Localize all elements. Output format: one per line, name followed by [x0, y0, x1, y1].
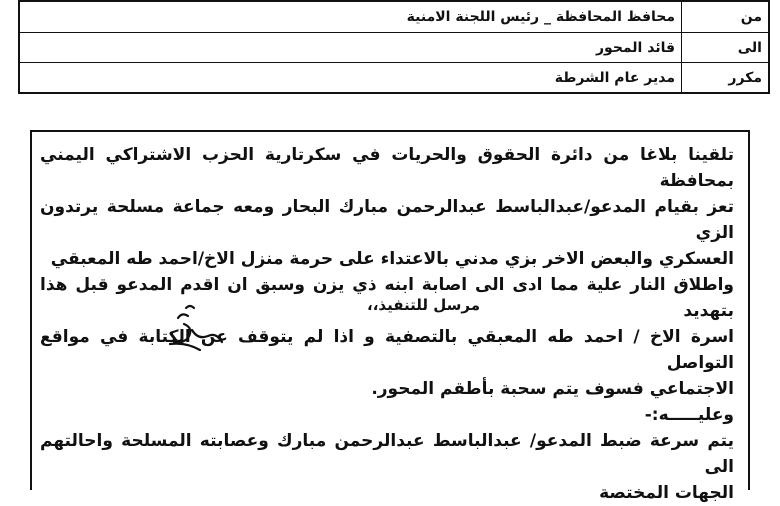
to-value: قائد المحور: [19, 33, 682, 63]
routing-row-to: [19, 33, 769, 63]
body-line: الاجتماعي فسوف يتم سحبة بأطقم المحور.: [371, 379, 734, 399]
signature-mark: [140, 300, 260, 360]
routing-table: [18, 0, 770, 94]
decision-line: يتم سرعة ضبط المدعو/ عبدالباسط عبدالرحمن مبارك وعصابته المسلحة واحالتهم الى: [40, 431, 734, 477]
decision-line: الجهات المختصة: [599, 483, 734, 503]
routing-row-cc: [19, 63, 769, 94]
body-line: تلقينا بلاغا من دائرة الحقوق والحريات في سكرتارية الحزب الاشتراكي اليمني بمحافظة: [40, 145, 734, 191]
body-line: اسرة الاخ / احمد طه المعبقي بالتصفية و اذا لم يتوقف عن الكتابة في مواقع التواصل: [40, 327, 734, 373]
to-label: الى: [682, 33, 770, 63]
body-line: تعز بقيام المدعو/عبدالباسط عبدالرحمن مبارك البحار ومعه جماعة مسلحة يرتدون الزي: [40, 197, 734, 243]
body-line: واطلاق النار علية مما ادى الى اصابة ابنه ذي يزن وسبق ان اقدم المدعو قبل هذا بتهديد: [40, 275, 734, 321]
from-label: من: [682, 1, 770, 33]
cc-value: مدير عام الشرطة: [19, 63, 682, 94]
accordingly-heading: وعليـــــه:-: [644, 405, 734, 425]
from-value: محافظ المحافظة _ رئيس اللجنة الامنية: [19, 1, 682, 33]
routing-row-from: [19, 1, 769, 33]
body-line: العسكري والبعض الاخر بزي مدني بالاعتداء على حرمة منزل الاخ/احمد طه المعبقي: [50, 249, 734, 269]
cc-label: مكرر: [682, 63, 770, 94]
signoff-text: مرسل للتنفيذ،،: [367, 296, 480, 314]
